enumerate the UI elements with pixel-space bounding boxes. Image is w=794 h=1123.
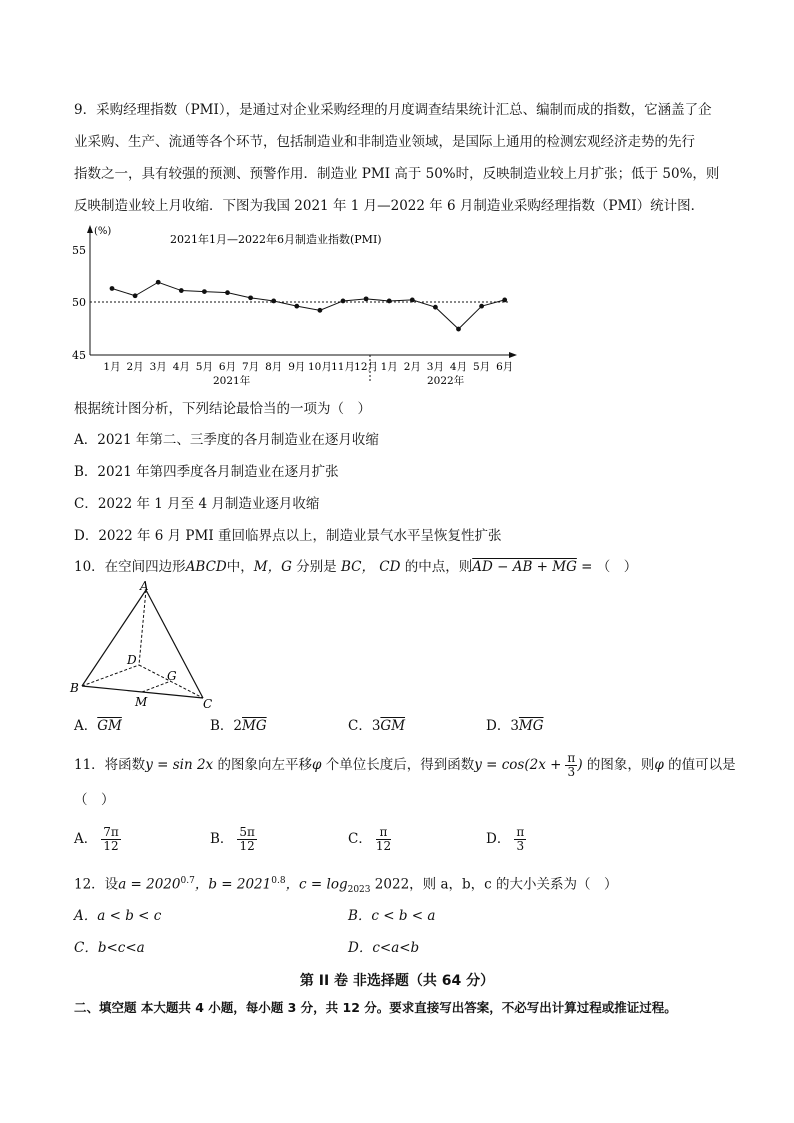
- pmi-point-5: [225, 290, 230, 295]
- x-tick-label-16: 5月: [473, 361, 491, 373]
- q11-func1: y = sin 2x: [145, 757, 214, 773]
- q11-func2: y = cos(2x +: [474, 757, 562, 773]
- q10-prefix: 10．在空间四边形: [74, 559, 186, 575]
- q9-option-a[interactable]: A．2021 年第二、三季度的各月制造业在逐月收缩: [74, 432, 379, 448]
- x-axis-arrow: [509, 352, 517, 358]
- x-tick-label-1: 2月: [126, 361, 144, 373]
- x-tick-label-9: 10月: [307, 361, 332, 373]
- q9-stem: 根据统计图分析，下列结论最恰当的一项为（ ）: [74, 401, 371, 417]
- x-tick-label-4: 5月: [195, 361, 213, 373]
- y-tick-50: 50: [72, 296, 86, 309]
- x-tick-label-13: 2月: [403, 361, 421, 373]
- pmi-point-9: [318, 308, 323, 313]
- q9-option-c[interactable]: C．2022 年 1 月至 4 月制造业逐月收缩: [74, 496, 320, 512]
- q9-line4: 反映制造业较上月收缩．下图为我国 2021 年 1 月—2022 年 6 月制造业采购经理指数（PMI）统计图．: [74, 198, 705, 214]
- pmi-point-7: [271, 299, 276, 304]
- q10-option-b[interactable]: B．$2\overline{MG}$: [210, 718, 267, 734]
- q10-option-a[interactable]: A．$\overline{GM}$: [74, 718, 122, 734]
- pmi-point-1: [133, 293, 138, 298]
- q12-option-d[interactable]: D．c<a<b: [348, 940, 420, 956]
- q11-option-d[interactable]: D． $\frac{\pi}{3}$: [486, 825, 525, 853]
- pmi-point-10: [341, 299, 346, 304]
- x-tick-label-3: 4月: [172, 361, 190, 373]
- pmi-point-15: [456, 327, 461, 332]
- x-tick-label-8: 9月: [288, 361, 306, 373]
- q10-stem: [74, 557, 637, 577]
- section-instructions: 二、填空题 本大题共 4 小题，每小题 3 分，共 12 分。要求直接写出答案，不必写出计算过程或推证过程。: [74, 1000, 677, 1015]
- q11-pi-over-3: $\frac{\pi}{3}$: [567, 751, 576, 779]
- y-axis-arrow: [87, 225, 93, 233]
- pmi-series-line: [112, 282, 505, 329]
- year-label-2021: 2021年: [213, 375, 251, 387]
- pmi-point-17: [502, 298, 507, 303]
- q9-line2: 业采购、生产、流通等各个环节，包括制造业和非制造业领域，是国际上通用的检测宏观经济走势的先行: [74, 134, 695, 150]
- q10-vector-expression: AD − AB + MG: [472, 559, 577, 575]
- pmi-point-11: [364, 296, 369, 301]
- q10-shape: ABCD: [185, 559, 227, 575]
- q11-option-a[interactable]: A． $\frac{7\pi}{12}$: [74, 825, 119, 853]
- q10-mid: 中，: [226, 559, 254, 575]
- tetrahedron-figure: [66, 578, 226, 713]
- q10-mid2: 分别是: [291, 559, 341, 575]
- label-g: G: [167, 669, 177, 683]
- q10-seg1: BC，: [340, 559, 375, 575]
- q11-option-b[interactable]: B． $\frac{5\pi}{12}$: [210, 825, 255, 853]
- label-c: C: [203, 697, 213, 711]
- chart-title: 2021年1月—2022年6月制造业指数(PMI): [170, 233, 382, 246]
- section-title: 第 II 卷 非选择题（共 64 分）: [299, 973, 495, 989]
- q11-phi: φ: [311, 757, 322, 773]
- q12-stem: 12．设$a = 2020^{0.7}$，$b = 2021^{0.8}$，$c = \log_{2023} 2022$，则 a，b，c 的大小关系为（ ）: [74, 876, 618, 896]
- pmi-point-14: [433, 305, 438, 310]
- label-b: B: [70, 681, 79, 695]
- x-tick-label-17: 6月: [496, 361, 514, 373]
- pmi-point-16: [479, 304, 484, 309]
- q10-mid3: 的中点，则: [400, 559, 473, 575]
- pmi-point-3: [179, 288, 184, 293]
- y-unit-label: (%): [94, 226, 112, 237]
- pmi-line-chart: [70, 222, 530, 392]
- edge-bd: [82, 665, 139, 686]
- y-tick-55: 55: [72, 244, 86, 257]
- pmi-point-8: [294, 304, 299, 309]
- x-tick-label-14: 3月: [426, 361, 444, 373]
- q12-option-a[interactable]: A．a < b < c: [74, 908, 162, 924]
- label-m: M: [135, 695, 148, 709]
- x-tick-label-15: 4月: [449, 361, 468, 373]
- q10-seg2: CD: [374, 559, 401, 575]
- q9-option-d[interactable]: D．2022 年 6 月 PMI 重回临界点以上，制造业景气水平呈恢复性扩张: [74, 528, 502, 544]
- q11-paren: （ ）: [74, 792, 115, 808]
- q11-stem: 11．将函数y = sin 2x 的图象向左平移φ 个单位长度后，得到函数y = cos(2x + $\frac{\pi}{3}$ ) 的图象，则φ 的值可以是: [74, 751, 736, 779]
- label-a: A: [140, 579, 149, 593]
- q10-tail: = （ ）: [576, 559, 638, 575]
- q9-line3: 指数之一，具有较强的预测、预警作用．制造业 PMI 高于 50%时，反映制造业较上月扩张；低于 50%，则: [74, 166, 720, 182]
- x-tick-label-6: 7月: [242, 361, 260, 373]
- q10-option-c[interactable]: C．$3\overline{GM}$: [348, 718, 406, 734]
- q12-option-b[interactable]: B．c < b < a: [348, 908, 436, 924]
- pmi-point-12: [387, 299, 392, 304]
- q10-option-d[interactable]: D．$3\overline{MG}$: [486, 718, 544, 734]
- pmi-point-6: [248, 295, 253, 300]
- edge-ad: [139, 590, 146, 665]
- label-d: D: [127, 653, 137, 667]
- pmi-point-4: [202, 289, 207, 294]
- q12-option-c[interactable]: C．b<c<a: [74, 940, 145, 956]
- x-tick-label-11: 12月: [354, 361, 379, 373]
- x-tick-label-2: 3月: [149, 361, 167, 373]
- pmi-point-2: [156, 280, 161, 285]
- q10-points: M，G: [253, 559, 292, 575]
- edge-ab: [82, 590, 146, 686]
- year-label-2022: 2022年: [427, 375, 465, 387]
- q9-line1: 9．采购经理指数（PMI），是通过对企业采购经理的月度调查结果统计汇总、编制而成的指数，它涵盖了企: [74, 102, 712, 118]
- x-tick-label-10: 11月: [331, 361, 355, 373]
- pmi-point-0: [110, 286, 115, 291]
- q11-option-c[interactable]: C． $\frac{\pi}{12}$: [348, 825, 392, 853]
- x-tick-label-5: 6月: [218, 361, 237, 373]
- x-tick-label-12: 1月: [380, 361, 398, 373]
- x-tick-label-0: 1月: [103, 361, 121, 373]
- x-tick-label-7: 8月: [265, 361, 283, 373]
- y-tick-45: 45: [72, 349, 86, 362]
- q9-option-b[interactable]: B．2021 年第四季度各月制造业在逐月扩张: [74, 464, 339, 480]
- pmi-point-13: [410, 298, 415, 303]
